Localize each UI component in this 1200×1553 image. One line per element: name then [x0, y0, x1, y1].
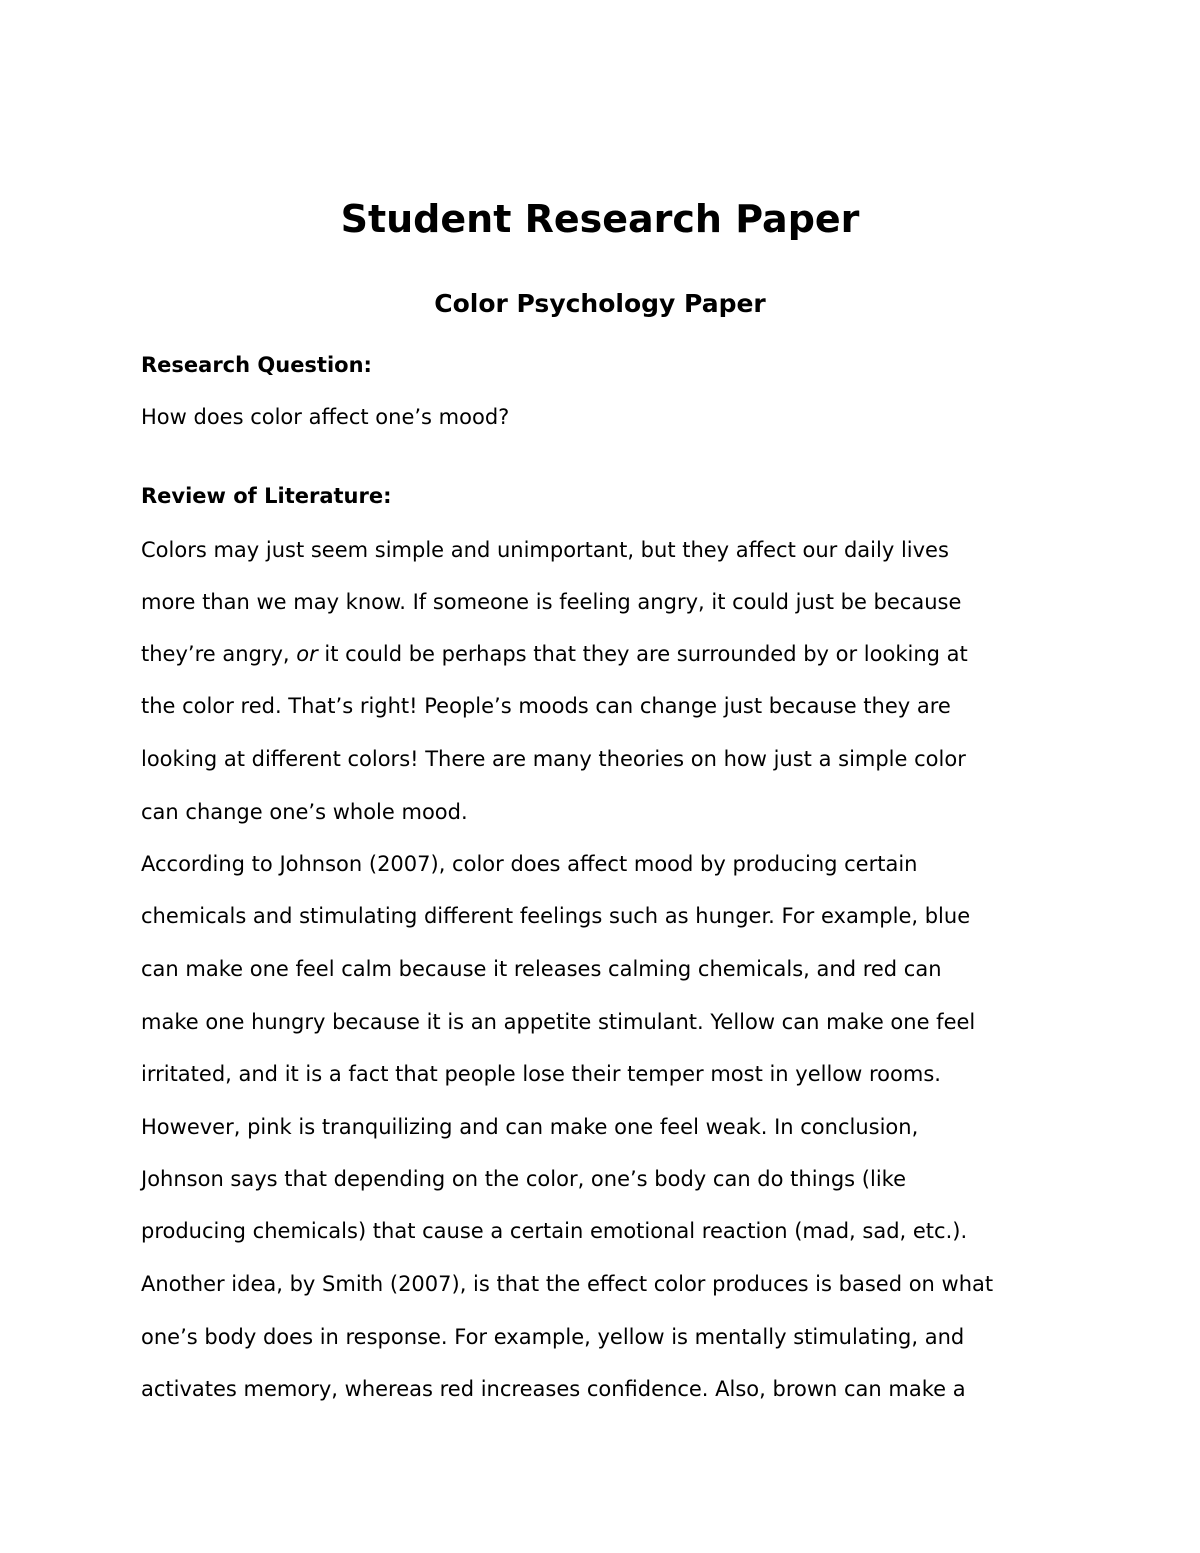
- body-line: [141, 639, 968, 669]
- body-line: more than we may know. If someone is feeling angry, it could just be because: [141, 590, 962, 614]
- body-line-segment: it could be perhaps that they are surrounded by or looking at: [317, 642, 968, 666]
- body-line-segment: they’re angry,: [141, 642, 297, 666]
- research-question-heading: Research Question:: [141, 353, 372, 377]
- body-line: However, pink is tranquilizing and can make one feel weak. In conclusion,: [141, 1115, 919, 1139]
- document-title: Student Research Paper: [340, 197, 860, 241]
- literature-review-heading: Review of Literature:: [141, 484, 392, 508]
- body-line: make one hungry because it is an appetite stimulant. Yellow can make one feel: [141, 1010, 976, 1034]
- body-line: irritated, and it is a fact that people lose their temper most in yellow rooms.: [141, 1062, 941, 1086]
- body-line: looking at different colors! There are many theories on how just a simple color: [141, 747, 966, 771]
- body-line-emphasis: or: [296, 642, 318, 666]
- body-line: chemicals and stimulating different feelings such as hunger. For example, blue: [141, 904, 971, 928]
- body-line: producing chemicals) that cause a certain emotional reaction (mad, sad, etc.).: [141, 1219, 968, 1243]
- body-line: can make one feel calm because it releases calming chemicals, and red can: [141, 957, 942, 981]
- body-line: activates memory, whereas red increases confidence. Also, brown can make a: [141, 1377, 966, 1401]
- body-line: the color red. That’s right! People’s moods can change just because they are: [141, 694, 951, 718]
- document-subtitle: Color Psychology Paper: [434, 289, 766, 318]
- body-line: one’s body does in response. For example, yellow is mentally stimulating, and: [141, 1325, 965, 1349]
- body-line: Johnson says that depending on the color, one’s body can do things (like: [141, 1167, 906, 1191]
- body-line: According to Johnson (2007), color does affect mood by producing certain: [141, 852, 918, 876]
- body-line: Colors may just seem simple and unimportant, but they affect our daily lives: [141, 538, 949, 562]
- body-line: Another idea, by Smith (2007), is that the effect color produces is based on what: [141, 1272, 994, 1296]
- research-question-text: How does color affect one’s mood?: [141, 405, 510, 429]
- body-line: can change one’s whole mood.: [141, 800, 468, 824]
